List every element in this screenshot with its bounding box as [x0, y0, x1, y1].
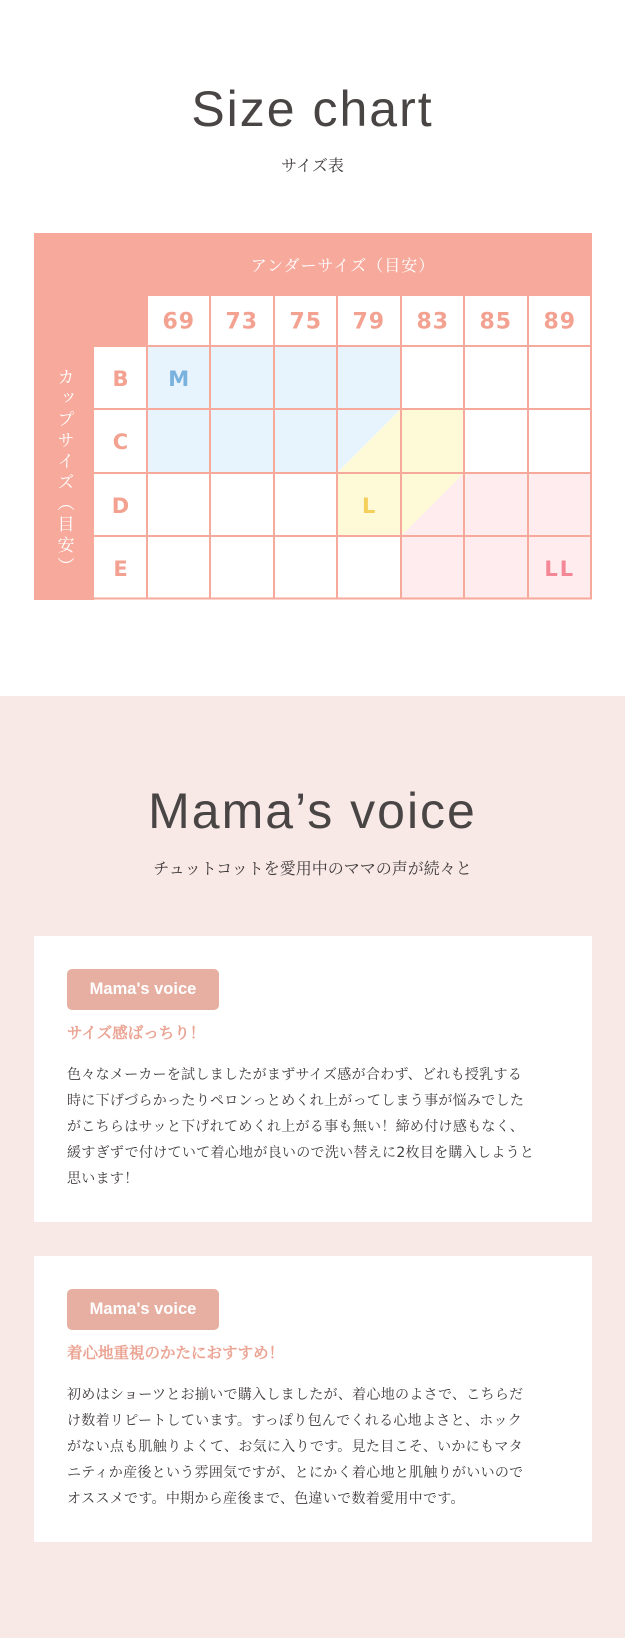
under-size-label: 83: [416, 309, 450, 335]
size-ll-label: LL: [544, 556, 576, 581]
under-size-label: 75: [289, 309, 323, 335]
voice-line: 初めはショーツとお揃いで購入しましたが、着心地のよさで、こちらだ: [67, 1387, 524, 1403]
voice-body: [67, 1062, 562, 1192]
voice-line: 思います！: [67, 1171, 139, 1187]
cup-size-label: カップサイズ（目安）: [53, 368, 74, 578]
size-m-label: M: [168, 366, 190, 391]
voice-card: [34, 936, 592, 1222]
voice-line: 緩すぎずで付けていて着心地が良いので洗い替えに2枚目を購入しようと: [67, 1145, 535, 1161]
under-size-header: アンダーサイズ（目安）: [250, 255, 436, 275]
voice-line: 時に下げづらかったりペロンっとめくれ上がってしまう事が悩みでした: [67, 1093, 525, 1109]
size-chart-title: Size chart: [191, 81, 434, 137]
voice-title: Mama’s voice: [148, 783, 477, 839]
size-l-label: L: [362, 493, 376, 518]
under-size-label: 73: [225, 309, 259, 335]
size-chart-subtitle: サイズ表: [281, 156, 344, 175]
voice-headline: 着心地重視のかたにおすすめ！: [67, 1344, 285, 1362]
voice-badge: Mama's voice: [67, 969, 219, 1010]
size-chart-table: [34, 233, 592, 600]
under-size-label: 79: [352, 309, 386, 335]
size-grid: [34, 233, 592, 600]
voice-line: がこちらはサッと下げれてめくれ上がる事も無い！締め付け感もなく、: [67, 1119, 525, 1135]
size-chart-section: [0, 0, 625, 696]
voice-subtitle: チュットコットを愛用中のママの声が続々と: [153, 859, 472, 878]
voice-line: 色々なメーカーを試しましたがまずサイズ感が合わず、どれも授乳する: [67, 1067, 523, 1083]
voice-line: オススメです。中期から産後まで、色違いで数着愛用中です。: [67, 1491, 465, 1507]
cup-size-label: E: [113, 556, 128, 581]
voice-line: ニティか産後という雰囲気ですが、とにかく着心地と肌触りがいいので: [67, 1465, 524, 1481]
voice-body: [67, 1382, 562, 1512]
voice-badge: Mama's voice: [67, 1289, 219, 1330]
cup-size-label: B: [112, 366, 129, 391]
under-size-label: 85: [479, 309, 513, 335]
cup-size-label: C: [112, 429, 129, 454]
voice-line: がない点も肌触りよくて、お気に入りです。見た目こそ、いかにもマタ: [67, 1439, 523, 1455]
under-size-label: 69: [162, 309, 196, 335]
voice-line: け数着リピートしています。すっぽり包んでくれる心地よさと、ホック: [67, 1413, 523, 1429]
voice-headline: サイズ感ばっちり！: [67, 1024, 206, 1042]
cup-size-label: D: [111, 493, 130, 518]
voice-card: [34, 1256, 592, 1542]
under-size-label: 89: [543, 309, 577, 335]
